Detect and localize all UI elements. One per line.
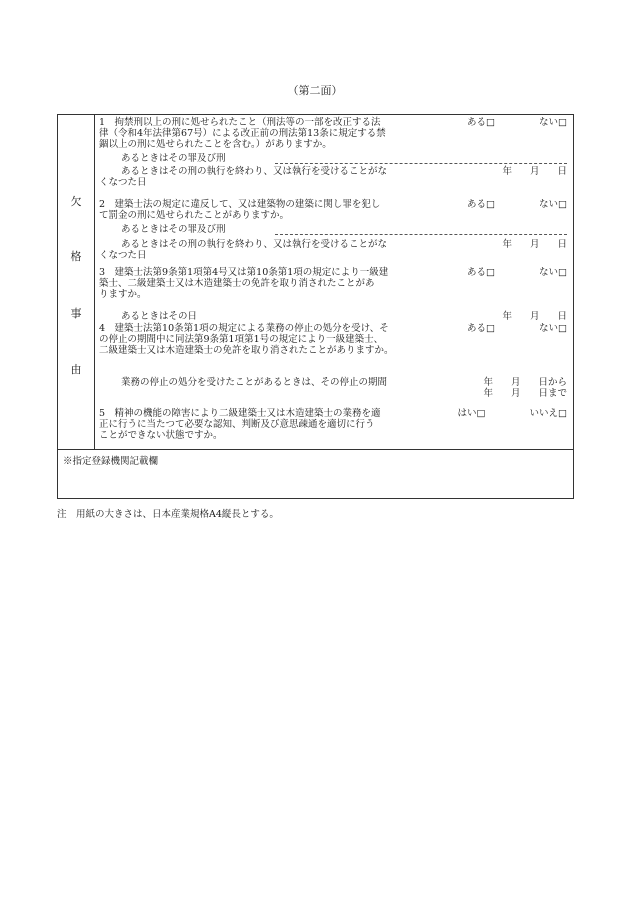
side-char: 事: [70, 307, 82, 320]
q3-text: 築士、二級建築士又は木造建築士の免許を取り消されたことがあ: [99, 278, 375, 289]
q3-date[interactable]: [502, 311, 567, 322]
q4-text: 4 建築士法第10条第1項の規定による業務の停止の処分を受け、そ: [99, 323, 389, 334]
question-2: [95, 199, 573, 222]
q4-no-checkbox[interactable]: ない□: [539, 323, 567, 334]
q2-end-label: あるときはその刑の執行を終わり、又は執行を受けることがな: [121, 239, 388, 250]
registry-field-label: ※指定登録機関記載欄: [63, 456, 159, 467]
q4-period-to[interactable]: [483, 388, 567, 399]
question-3: [95, 267, 573, 301]
q5-text: 正に行うに当たつて必要な認知、判断及び意思疎通を適切に行う: [99, 419, 375, 430]
q1-end-date[interactable]: [502, 166, 567, 177]
q1-crime-row: [95, 153, 573, 165]
month-unit: 月: [529, 166, 540, 177]
q1-text: 1 拘禁刑以上の刑に処せられたこと（刑法等の一部を改正する法: [99, 117, 381, 128]
footnote: 注 用紙の大きさは、日本産業規格A4縦長とする。: [57, 509, 279, 520]
q1-answer[interactable]: [467, 117, 567, 128]
from-suffix: 日から: [538, 377, 567, 388]
q2-end-label: くなつた日: [99, 250, 147, 261]
q2-crime-row: [95, 224, 573, 236]
to-suffix: 日まで: [538, 388, 567, 399]
q1-end-label: くなつた日: [99, 177, 147, 188]
q1-no-checkbox[interactable]: ない□: [539, 117, 567, 128]
q2-text: 2 建築士法の規定に違反して、又は建築物の建築に関し罪を犯し: [99, 199, 381, 210]
q2-crime-label: あるときはその罪及び刑: [121, 224, 226, 235]
q2-answer[interactable]: [467, 199, 567, 210]
q5-text: ことができない状態ですか。: [99, 430, 223, 441]
q1-yes-checkbox[interactable]: ある□: [467, 117, 496, 128]
q2-end-date[interactable]: [502, 239, 567, 250]
year-unit: 年: [483, 388, 493, 399]
q1-crime-entry-line[interactable]: [275, 163, 567, 164]
day-unit: 日: [557, 311, 567, 322]
q3-answer[interactable]: [467, 267, 567, 278]
disqualification-label-column: [58, 115, 95, 449]
side-char: 欠: [70, 195, 82, 208]
side-char: 格: [70, 250, 82, 263]
q3-text: 3 建築士法第9条第1項第4号又は第10条第1項の規定により一級建: [99, 267, 389, 278]
q4-answer[interactable]: [467, 323, 567, 334]
q4-text: 二級建築士又は木造建築士の免許を取り消されたことがありますか。: [99, 345, 394, 356]
q3-text: りますか。: [99, 289, 147, 300]
day-unit: 日: [557, 166, 567, 177]
q2-text: て罰金の刑に処せられたことがありますか。: [99, 210, 290, 221]
q1-crime-label: あるときはその罪及び刑: [121, 153, 226, 164]
q4-period-row: [95, 377, 573, 401]
q5-answer[interactable]: [458, 408, 567, 419]
q1-end-label: あるときはその刑の執行を終わり、又は執行を受けることがな: [121, 166, 388, 177]
q1-text: 錮以上の刑に処せられたことを含む。）がありますか。: [99, 139, 332, 150]
q3-date-label: あるときはその日: [121, 311, 198, 322]
q3-date-row: [95, 311, 573, 323]
q4-period-label: 業務の停止の処分を受けたことがあるときは、その停止の期間: [121, 377, 388, 388]
question-1: [95, 117, 573, 151]
q1-end-row: [95, 166, 573, 189]
q3-no-checkbox[interactable]: ない□: [539, 267, 567, 278]
year-unit: 年: [502, 239, 512, 250]
q2-yes-checkbox[interactable]: ある□: [467, 199, 496, 210]
q5-no-checkbox[interactable]: いいえ□: [529, 408, 567, 419]
question-4: [95, 323, 573, 357]
day-unit: 日: [557, 239, 567, 250]
q4-yes-checkbox[interactable]: ある□: [467, 323, 496, 334]
page-title: （第二面）: [287, 84, 343, 97]
year-unit: 年: [502, 166, 512, 177]
year-unit: 年: [483, 377, 493, 388]
form-table: [57, 114, 574, 499]
q2-crime-entry-line[interactable]: [275, 234, 567, 235]
month-unit: 月: [510, 388, 521, 399]
question-5: [95, 408, 573, 442]
side-char: 由: [70, 363, 82, 376]
month-unit: 月: [529, 311, 540, 322]
q5-yes-checkbox[interactable]: はい□: [457, 408, 486, 419]
month-unit: 月: [529, 239, 540, 250]
q4-text: の停止の期間中に同法第9条第1項第1号の規定により一級建築士、: [99, 334, 384, 345]
q3-yes-checkbox[interactable]: ある□: [467, 267, 496, 278]
month-unit: 月: [510, 377, 521, 388]
q1-text: 律（令和4年法律第67号）による改正前の刑法第13条に規定する禁: [99, 128, 386, 139]
q2-no-checkbox[interactable]: ない□: [539, 199, 567, 210]
section-divider: [58, 449, 573, 450]
q4-period-from[interactable]: [483, 377, 567, 388]
q5-text: 5 精神の機能の障害により二級建築士又は木造建築士の業務を適: [99, 408, 381, 419]
year-unit: 年: [502, 311, 512, 322]
q2-end-row: [95, 239, 573, 262]
